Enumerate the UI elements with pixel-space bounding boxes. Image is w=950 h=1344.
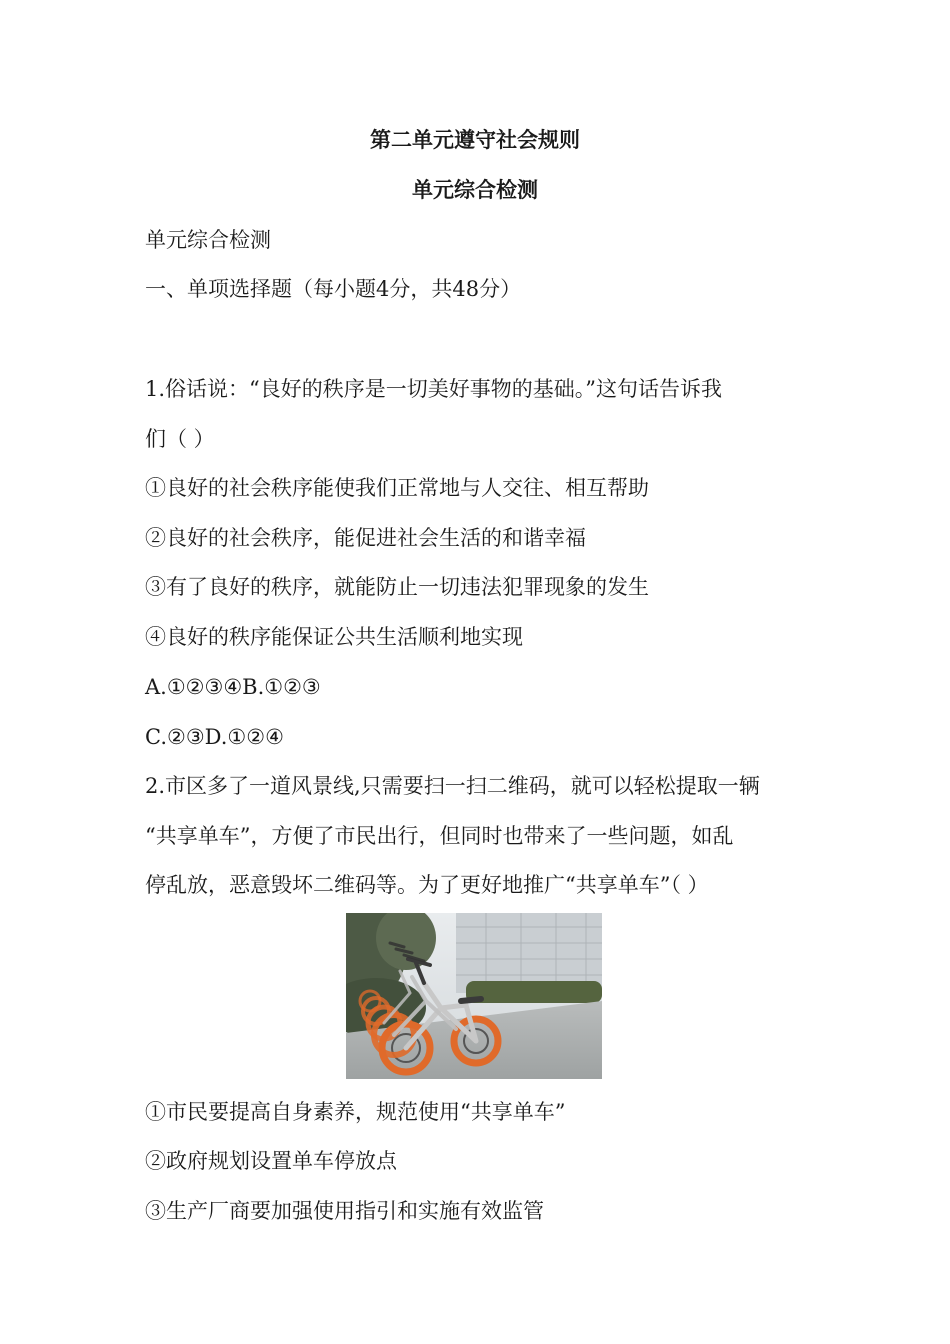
q2-item-2: ②政府规划设置单车停放点 [145,1149,397,1173]
document-title: 第二单元遵守社会规则 [370,127,580,152]
q2-item-3: ③生产厂商要加强使用指引和实施有效监管 [145,1199,544,1223]
q2-stem-line-3: 停乱放，恶意毁坏二维码等。为了更好地推广“共享单车”（ ） [145,873,709,897]
q2-item-1: ①市民要提高自身素养，规范使用“共享单车” [145,1100,566,1124]
q1-item-2: ②良好的社会秩序，能促进社会生活的和谐幸福 [145,526,586,550]
document-subtitle: 单元综合检测 [412,177,538,202]
shared-bikes-photo [346,913,602,1079]
q1-item-4: ④良好的秩序能保证公共生活顺利地实现 [145,625,523,649]
q1-stem-line-1: 1.俗话说：“良好的秩序是一切美好事物的基础。”这句话告诉我 [145,377,723,401]
q1-options-line-1: A.①②③④B.①②③ [145,675,321,699]
q1-item-1: ①良好的社会秩序能使我们正常地与人交往、相互帮助 [145,476,649,500]
q1-item-3: ③有了良好的秩序，就能防止一切违法犯罪现象的发生 [145,575,649,599]
question-type-heading: 一、单项选择题（每小题4分，共48分） [145,277,522,301]
q1-stem-line-2: 们（ ） [145,427,215,451]
q1-options-line-2: C.②③D.①②④ [145,725,284,749]
section-heading: 单元综合检测 [145,228,271,252]
q2-stem-line-1: 2.市区多了一道风景线,只需要扫一扫二维码，就可以轻松提取一辆 [145,774,760,798]
q2-stem-line-2: “共享单车”，方便了市民出行，但同时也带来了一些问题，如乱 [145,824,734,848]
